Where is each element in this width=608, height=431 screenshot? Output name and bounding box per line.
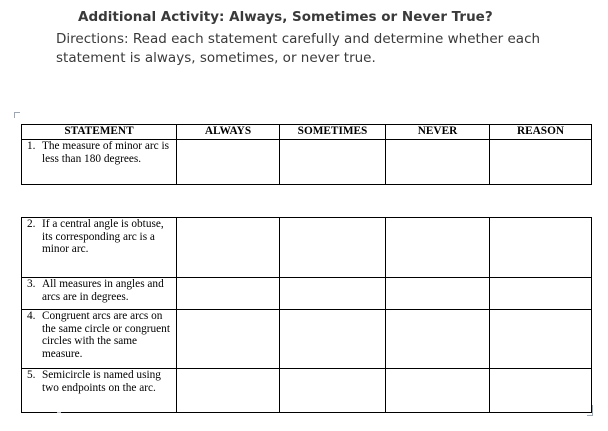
never-cell[interactable]	[386, 310, 490, 369]
page-corner-mark	[587, 405, 593, 416]
statement-cell	[22, 278, 177, 310]
table-row	[22, 278, 592, 310]
always-cell[interactable]	[177, 140, 280, 185]
statement-number: 4.	[27, 310, 36, 322]
sometimes-cell[interactable]	[280, 310, 386, 369]
statement-text: If a central angle is obtuse, its corresponding arc is a minor arc.	[42, 218, 164, 255]
column-header-never: NEVER	[386, 125, 490, 140]
never-cell[interactable]	[386, 278, 490, 310]
statement-number: 1.	[27, 140, 36, 152]
statement-number: 3.	[27, 278, 36, 290]
statement-number: 5.	[27, 369, 36, 381]
always-cell[interactable]	[177, 278, 280, 310]
sometimes-cell[interactable]	[280, 278, 386, 310]
never-cell[interactable]	[386, 369, 490, 413]
sometimes-cell[interactable]	[280, 140, 386, 185]
reason-cell[interactable]	[490, 310, 592, 369]
reason-cell[interactable]	[490, 140, 592, 185]
statement-table-top	[21, 124, 592, 185]
table-row	[22, 369, 592, 413]
directions-text: Directions: Read each statement carefully and determine whether each statement is always, sometimes, or never true.	[56, 31, 541, 66]
column-header-always: ALWAYS	[177, 125, 280, 140]
statement-cell	[22, 218, 177, 278]
column-header-statement: STATEMENT	[22, 125, 177, 140]
sometimes-cell[interactable]	[280, 369, 386, 413]
statement-table-bottom	[21, 217, 592, 413]
always-cell[interactable]	[177, 310, 280, 369]
reason-cell[interactable]	[490, 278, 592, 310]
always-cell[interactable]	[177, 369, 280, 413]
column-header-sometimes: SOMETIMES	[280, 125, 386, 140]
table-row	[22, 140, 592, 185]
column-header-reason: REASON	[490, 125, 592, 140]
statement-number: 2.	[27, 218, 36, 230]
table-row	[22, 310, 592, 369]
statement-text: Semicircle is named using two endpoints on the arc.	[42, 369, 161, 394]
never-cell[interactable]	[386, 218, 490, 278]
statement-cell	[22, 140, 177, 185]
always-cell[interactable]	[177, 218, 280, 278]
page-corner-mark	[14, 112, 20, 118]
statement-text: All measures in angles and arcs are in degrees.	[42, 278, 164, 303]
page-mark	[57, 412, 61, 413]
statement-text: The measure of minor arc is less than 180 degrees.	[42, 140, 170, 165]
statement-text: Congruent arcs are arcs on the same circle or congruent circles with the same measure.	[42, 310, 170, 360]
table-row	[22, 218, 592, 278]
sometimes-cell[interactable]	[280, 218, 386, 278]
never-cell[interactable]	[386, 140, 490, 185]
table-header-row	[22, 125, 592, 140]
reason-cell[interactable]	[490, 369, 592, 413]
statement-cell	[22, 369, 177, 413]
activity-title: Additional Activity: Always, Sometimes or Never True?	[78, 9, 493, 25]
reason-cell[interactable]	[490, 218, 592, 278]
statement-cell	[22, 310, 177, 369]
